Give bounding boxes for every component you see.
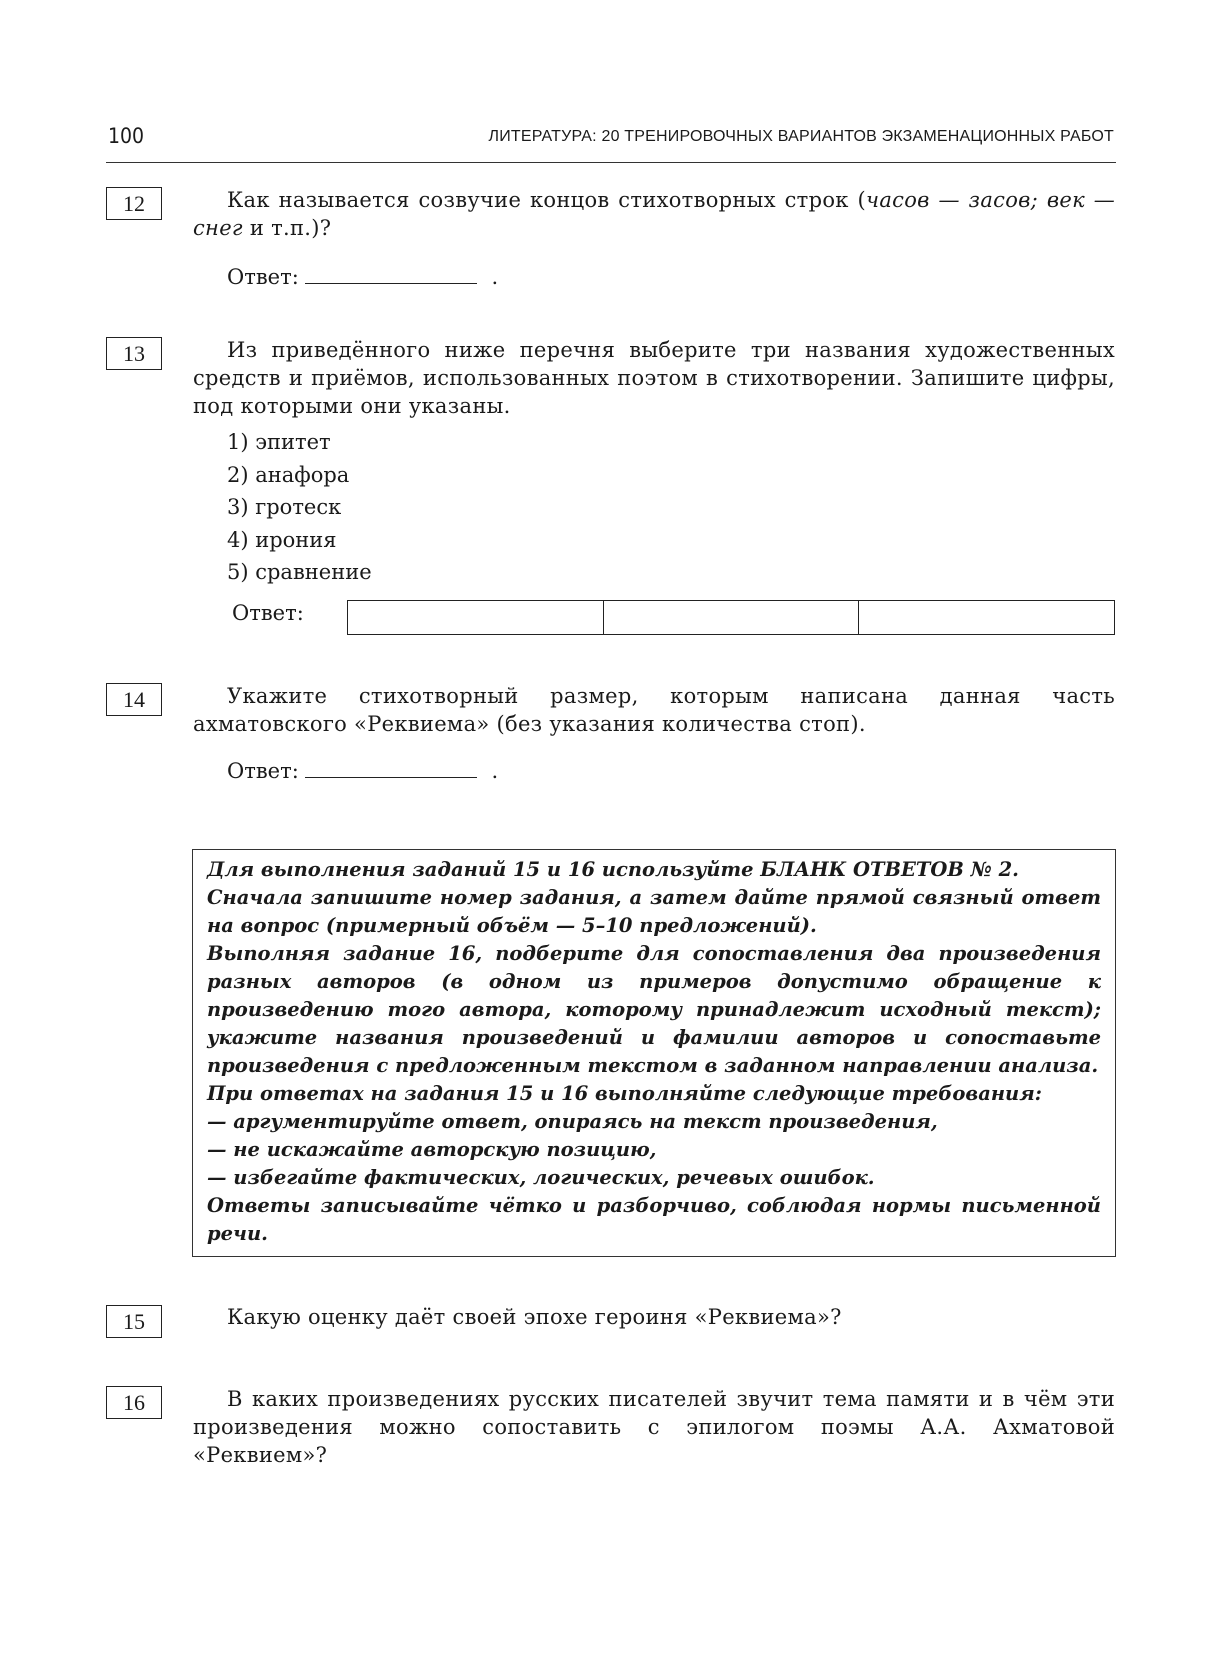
answer-blank[interactable] [305,757,477,778]
option-item: 5) сравнение [227,560,372,584]
task-13-options [227,426,372,589]
instr-p5: Ответы записывайте чётко и разборчиво, соблюдая нормы письменной речи. [207,1194,1101,1245]
instr-p1: Для выполнения заданий 15 и 16 используйте БЛАНК ОТВЕТОВ № 2. [207,858,1019,881]
answer-cell-1[interactable] [348,601,604,634]
task-12-text-end: и т.п.)? [242,216,332,240]
task-number-13: 13 [106,337,162,370]
instr-p3: Выполняя задание 16, подберите для сопоставления два произведения разных авторов (в одном из примеров допустимо обращение к произведению того автора, которому принадлежит исходный текст); укажите названия произведений и фамилии авторов и сопоставьте произведения с предложенным текстом в заданном направлении анализа. [207,942,1101,1077]
task-12-text [193,186,1115,242]
task-12-text-start: Как называется созвучие концов стихотворных строк ( [227,188,866,212]
instr-p2: Сначала запишите номер задания, а затем дайте прямой связный ответ на вопрос (примерный объём — 5–10 предложений). [207,886,1101,937]
instructions-box [192,849,1116,1257]
running-title: ЛИТЕРАТУРА: 20 ТРЕНИРОВОЧНЫХ ВАРИАНТОВ ЭКЗАМЕНАЦИОННЫХ РАБОТ [488,128,1114,145]
answer-blank[interactable] [305,263,477,284]
task-12-examples: часов — засов; век — снег [193,188,1115,240]
task-12-answer [227,263,498,289]
option-item: 1) эпитет [227,430,331,454]
answer-period: . [491,759,499,783]
task-number-12: 12 [106,187,162,220]
task-13-text: Из приведённого ниже перечня выберите три названия художественных средств и приёмов, использованных поэтом в стихотворении. Запишите цифры, под которыми они указаны. [193,338,1115,418]
answer-label: Ответ: [227,265,299,289]
answer-label: Ответ: [227,759,299,783]
answer-cell-2[interactable] [604,601,860,634]
answer-period: . [491,265,499,289]
instr-req3: — избегайте фактических, логических, речевых ошибок. [207,1166,875,1189]
option-item: 3) гротеск [227,495,342,519]
task-14-text: Укажите стихотворный размер, которым написана данная часть ахматовского «Реквиема» (без указания количества стоп). [193,684,1115,736]
task-14-answer [227,757,498,783]
page-number: 100 [108,124,145,148]
instr-p4: При ответах на задания 15 и 16 выполняйте следующие требования: [207,1082,1042,1105]
answer-cell-3[interactable] [859,601,1114,634]
instr-req2: — не искажайте авторскую позицию, [207,1138,657,1161]
page-header [106,122,1116,163]
task-number-16: 16 [106,1386,162,1419]
task-13-answer-label: Ответ: [232,601,304,625]
task-number-14: 14 [106,683,162,716]
task-15-text: Какую оценку даёт своей эпохе героиня «Реквиема»? [227,1305,842,1329]
task-13-answer-cells [347,600,1115,635]
task-number-15: 15 [106,1305,162,1338]
option-item: 2) анафора [227,462,350,487]
option-item: 4) ирония [227,527,337,552]
instr-req1: — аргументируйте ответ, опираясь на текст произведения, [207,1110,938,1133]
task-16-text: В каких произведениях русских писателей звучит тема памяти и в чём эти произведения можно сопоставить с эпилогом поэмы А.А. Ахматовой «Реквием»? [193,1387,1115,1467]
